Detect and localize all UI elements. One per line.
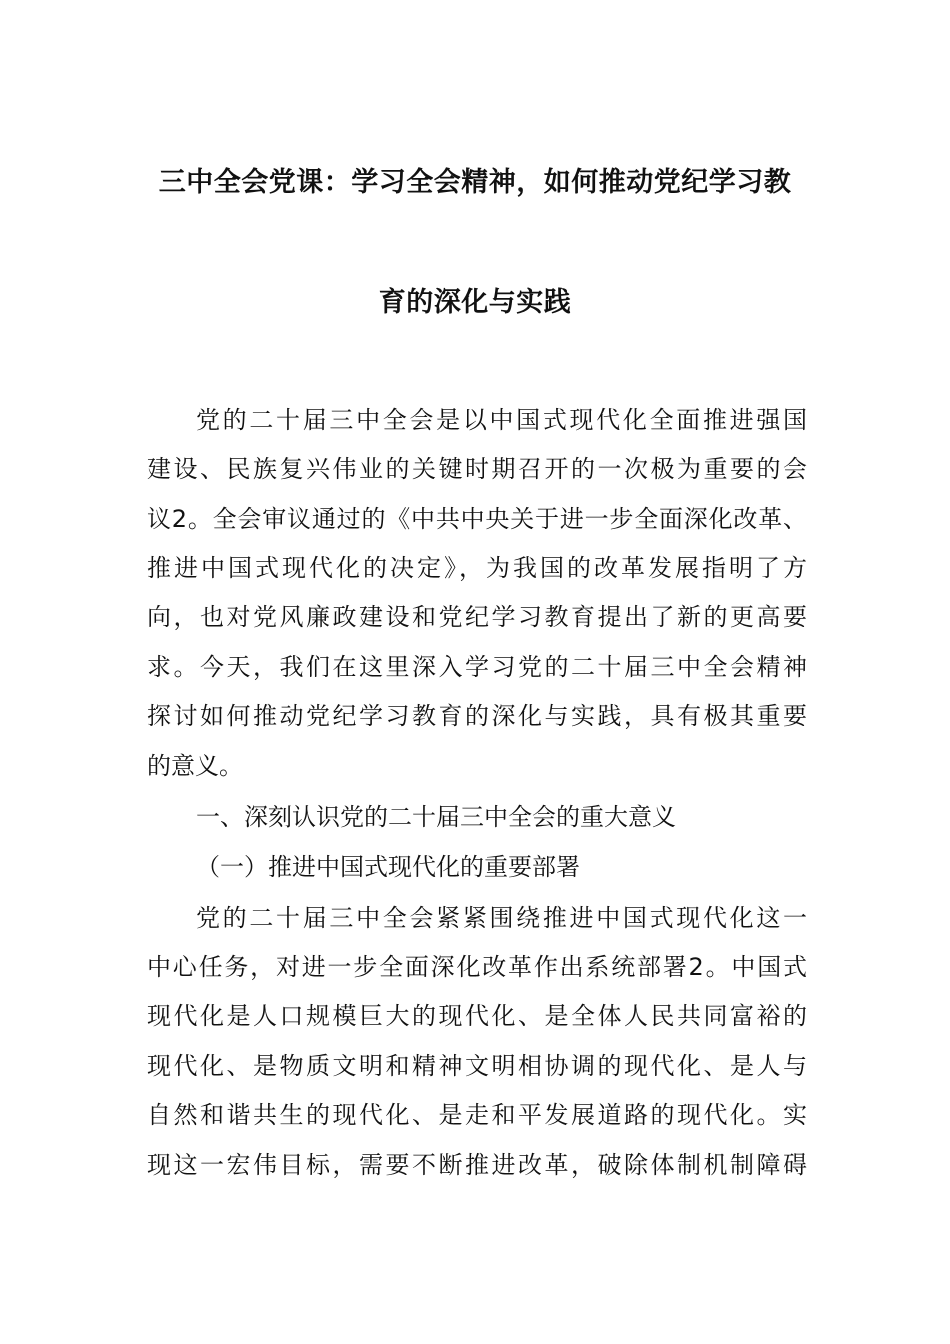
paragraph-2-line: 现代化、是物质文明和精神文明相协调的现代化、是人与 <box>147 1052 807 1080</box>
section-heading: 一、深刻认识党的二十届三中全会的重大意义 <box>196 803 676 831</box>
paragraph-2-line: 党的二十届三中全会紧紧围绕推进中国式现代化这一 <box>196 904 807 932</box>
document-title-line-1: 三中全会党课：学习全会精神，如何推动党纪学习教 <box>158 167 792 198</box>
paragraph-2-line: 中心任务，对进一步全面深化改革作出系统部署2。中国式 <box>147 953 807 981</box>
paragraph-1-line: 议2。全会审议通过的《中共中央关于进一步全面深化改革、 <box>147 505 807 533</box>
paragraph-1-line: 探讨如何推动党纪学习教育的深化与实践，具有极其重要 <box>147 702 807 730</box>
paragraph-1-line: 推进中国式现代化的决定》，为我国的改革发展指明了方 <box>147 554 807 582</box>
paragraph-1-line: 党的二十届三中全会是以中国式现代化全面推进强国 <box>196 406 807 434</box>
paragraph-2-line: 自然和谐共生的现代化、是走和平发展道路的现代化。实 <box>147 1101 807 1129</box>
paragraph-1-line: 建设、民族复兴伟业的关键时期召开的一次极为重要的会 <box>147 455 807 483</box>
paragraph-2-line: 现代化是人口规模巨大的现代化、是全体人民共同富裕的 <box>147 1002 807 1030</box>
paragraph-1-line: 的意义。 <box>147 752 243 780</box>
paragraph-2-line: 现这一宏伟目标，需要不断推进改革，破除体制机制障碍 <box>147 1151 807 1179</box>
paragraph-1-line: 求。今天，我们在这里深入学习党的二十届三中全会精神 <box>147 653 807 681</box>
subsection-heading: （一）推进中国式现代化的重要部署 <box>196 853 580 881</box>
paragraph-1-line: 向，也对党风廉政建设和党纪学习教育提出了新的更高要 <box>147 603 807 631</box>
document-title-line-2: 育的深化与实践 <box>378 287 572 318</box>
